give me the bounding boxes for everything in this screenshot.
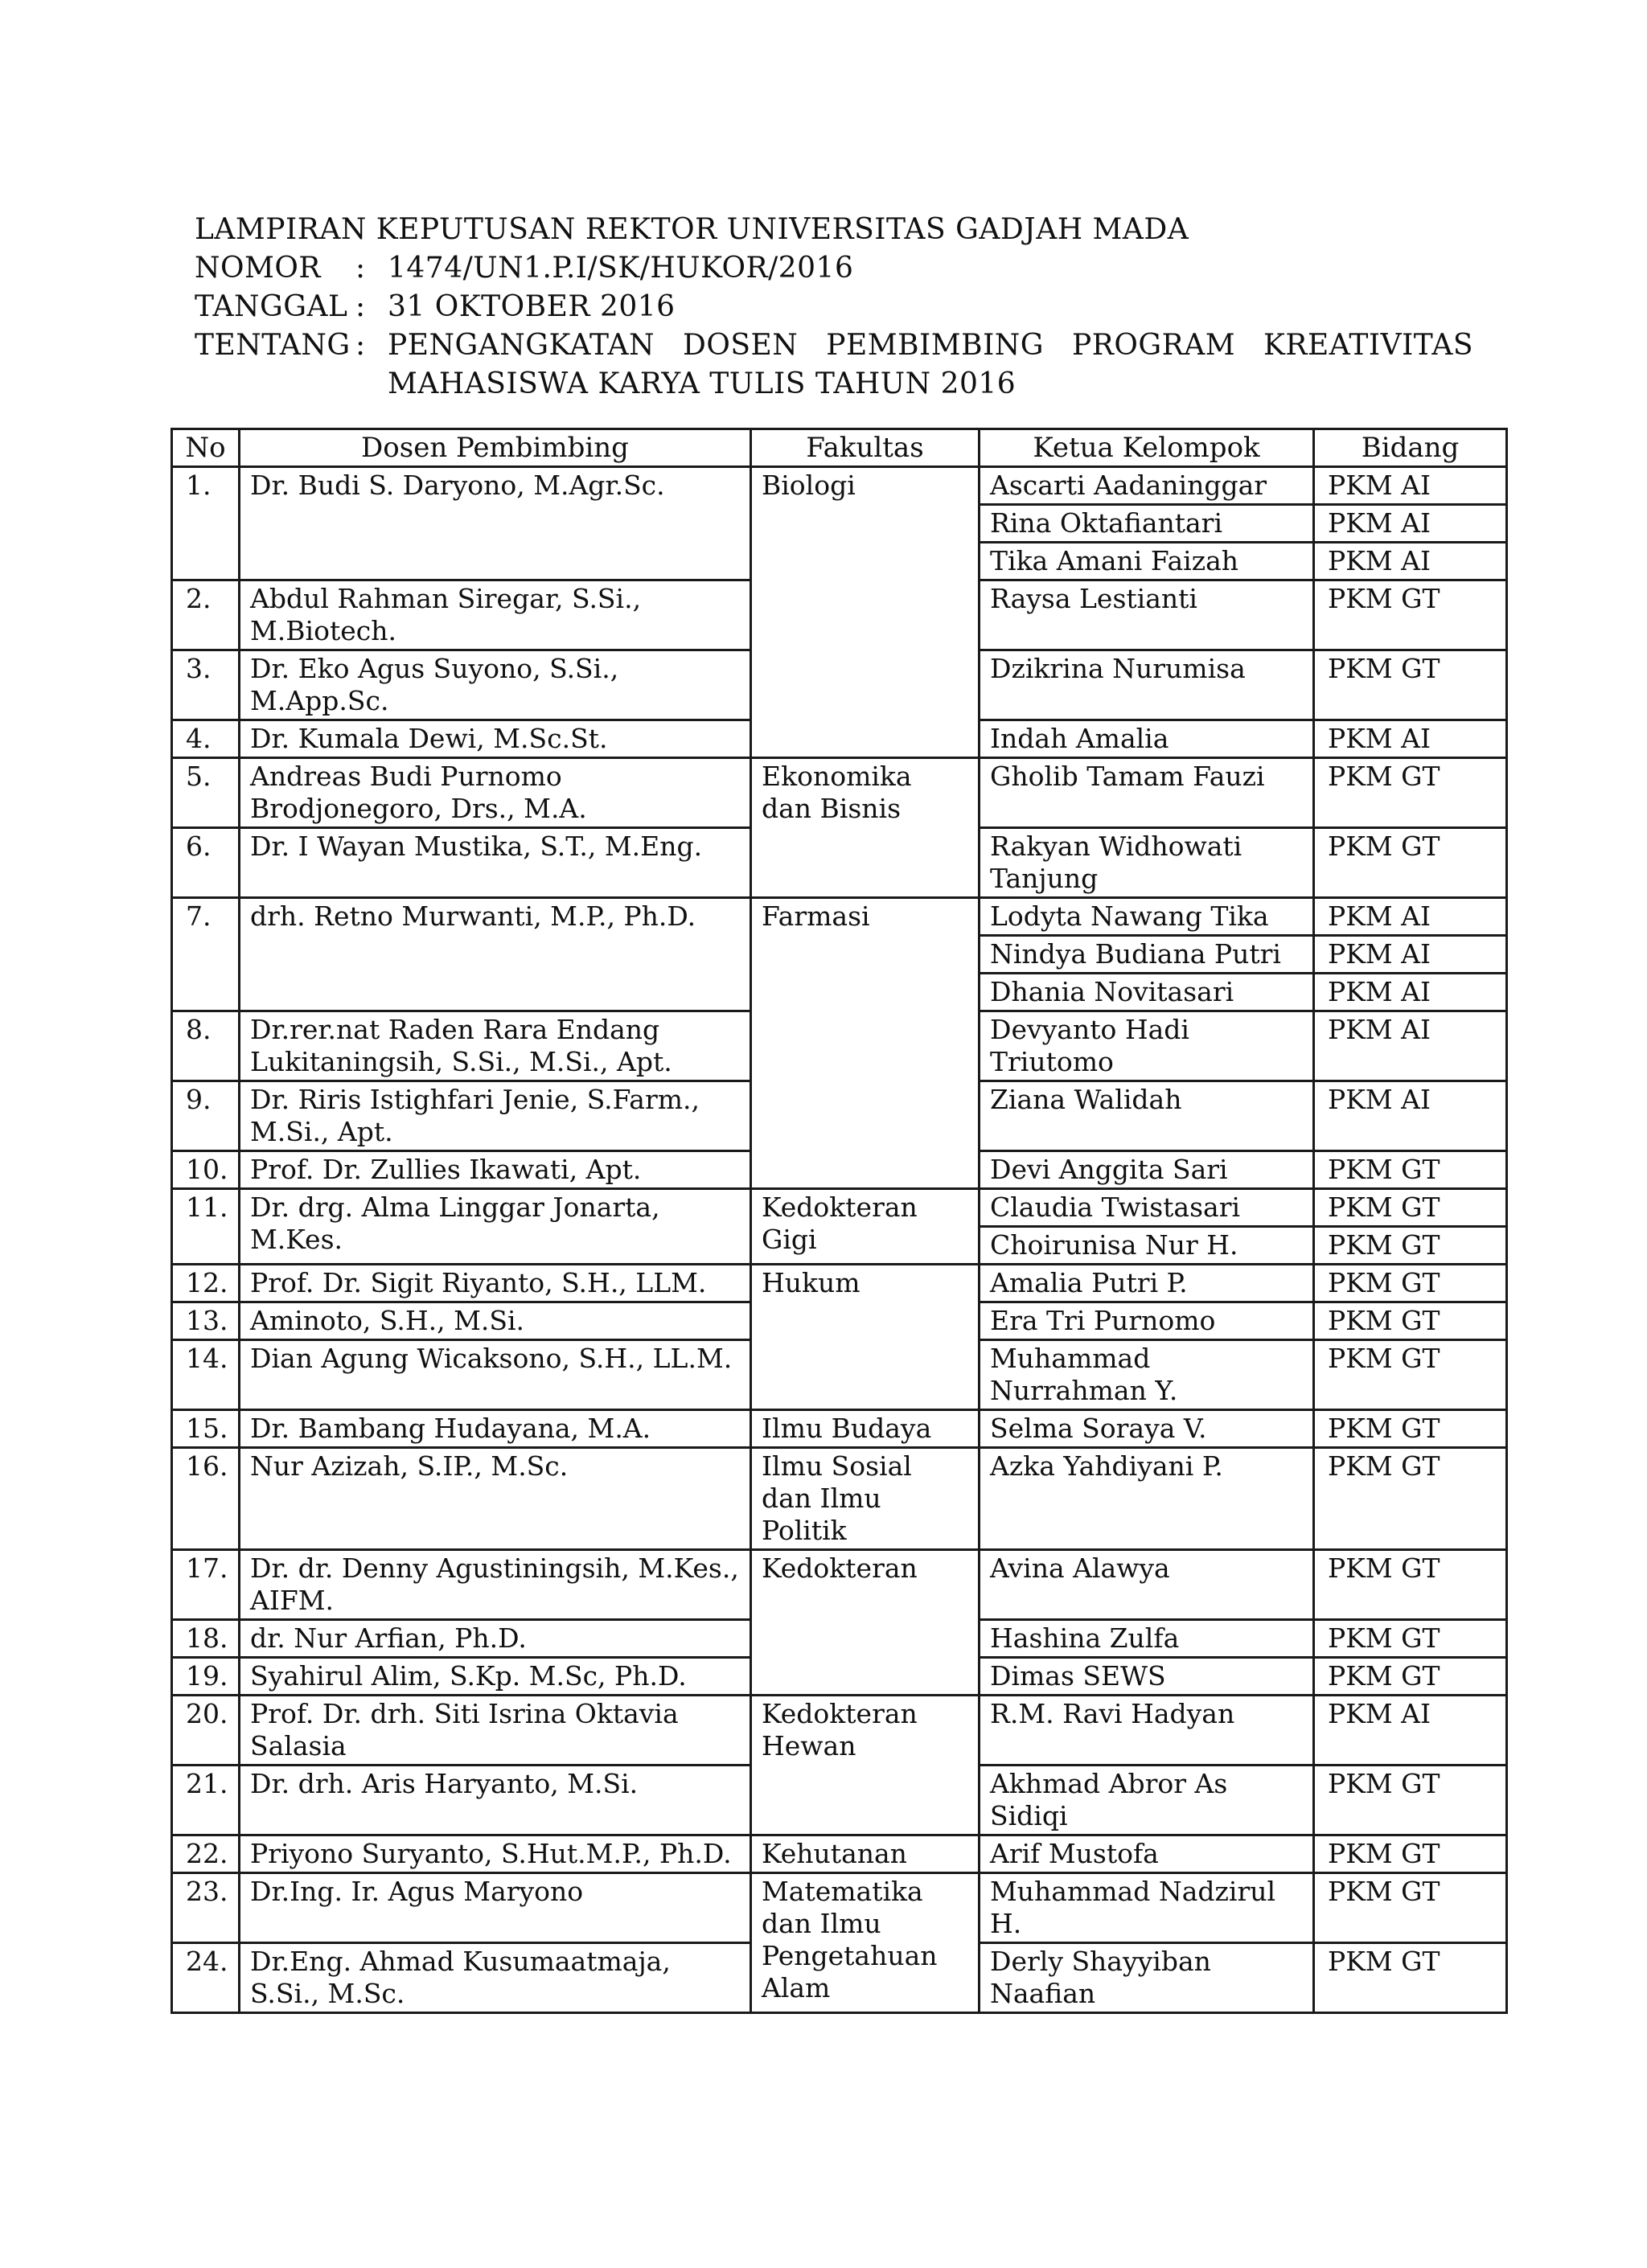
cell-ketua: Raysa Lestianti bbox=[980, 580, 1314, 650]
cell-bidang: PKM GT bbox=[1314, 1550, 1507, 1620]
cell-dosen: Dr. Budi S. Daryono, M.Agr.Sc. bbox=[240, 467, 751, 580]
document-title-line bbox=[195, 211, 1473, 249]
cell-ketua: Hashina Zulfa bbox=[980, 1620, 1314, 1658]
cell-fakultas: Biologi bbox=[751, 467, 980, 758]
cell-bidang: PKM GT bbox=[1314, 1189, 1507, 1227]
cell-no: 24. bbox=[172, 1943, 240, 2013]
cell-dosen: Dr. Bambang Hudayana, M.A. bbox=[240, 1410, 751, 1448]
header-no: No bbox=[172, 429, 240, 467]
cell-ketua: Dzikrina Nurumisa bbox=[980, 650, 1314, 720]
cell-no: 21. bbox=[172, 1766, 240, 1835]
cell-fakultas: Farmasi bbox=[751, 898, 980, 1189]
table-row bbox=[172, 758, 1507, 828]
table-row bbox=[172, 1835, 1507, 1873]
table-header-row bbox=[172, 429, 1507, 467]
cell-fakultas: Hukum bbox=[751, 1265, 980, 1410]
cell-ketua: Arif Mustofa bbox=[980, 1835, 1314, 1873]
cell-bidang: PKM GT bbox=[1314, 1227, 1507, 1265]
table-row bbox=[172, 1410, 1507, 1448]
tanggal-value: 31 OKTOBER 2016 bbox=[388, 290, 676, 323]
cell-bidang: PKM AI bbox=[1314, 505, 1507, 543]
cell-no: 1. bbox=[172, 467, 240, 580]
cell-ketua: Selma Soraya V. bbox=[980, 1410, 1314, 1448]
cell-bidang: PKM GT bbox=[1314, 1265, 1507, 1302]
table-row bbox=[172, 898, 1507, 936]
document-header bbox=[195, 211, 1473, 404]
cell-ketua: Devi Anggita Sari bbox=[980, 1151, 1314, 1189]
tentang-word: PEMBIMBING bbox=[826, 329, 1045, 362]
header-bidang: Bidang bbox=[1314, 429, 1507, 467]
cell-no: 6. bbox=[172, 828, 240, 898]
cell-dosen: Dr. dr. Denny Agustiningsih, M.Kes., AIFM. bbox=[240, 1550, 751, 1620]
table-row bbox=[172, 1189, 1507, 1227]
cell-fakultas: Ilmu Sosial dan Ilmu Politik bbox=[751, 1448, 980, 1550]
tentang-word: DOSEN bbox=[682, 329, 799, 362]
cell-no: 20. bbox=[172, 1696, 240, 1766]
cell-ketua: Devyanto Hadi Triutomo bbox=[980, 1011, 1314, 1081]
cell-no: 18. bbox=[172, 1620, 240, 1658]
cell-ketua: Dimas SEWS bbox=[980, 1658, 1314, 1696]
tentang-spacer bbox=[355, 365, 388, 404]
cell-no: 9. bbox=[172, 1081, 240, 1151]
cell-bidang: PKM GT bbox=[1314, 1410, 1507, 1448]
cell-ketua: Amalia Putri P. bbox=[980, 1265, 1314, 1302]
cell-ketua: Muhammad Nurrahman Y. bbox=[980, 1340, 1314, 1410]
cell-fakultas: Ilmu Budaya bbox=[751, 1410, 980, 1448]
cell-dosen: Priyono Suryanto, S.Hut.M.P., Ph.D. bbox=[240, 1835, 751, 1873]
cell-no: 15. bbox=[172, 1410, 240, 1448]
header-dosen: Dosen Pembimbing bbox=[240, 429, 751, 467]
cell-dosen: Nur Azizah, S.IP., M.Sc. bbox=[240, 1448, 751, 1550]
cell-dosen: Dian Agung Wicaksono, S.H., LL.M. bbox=[240, 1340, 751, 1410]
cell-no: 10. bbox=[172, 1151, 240, 1189]
cell-ketua: Lodyta Nawang Tika bbox=[980, 898, 1314, 936]
tentang-line bbox=[195, 326, 1473, 365]
tentang-label: TENTANG bbox=[195, 329, 351, 362]
cell-dosen: Prof. Dr. drh. Siti Isrina Oktavia Salasia bbox=[240, 1696, 751, 1766]
cell-fakultas: Kedokteran bbox=[751, 1550, 980, 1696]
cell-bidang: PKM GT bbox=[1314, 650, 1507, 720]
tentang-word: PENGANGKATAN bbox=[388, 329, 655, 362]
cell-bidang: PKM GT bbox=[1314, 1835, 1507, 1873]
cell-dosen: Dr. drh. Aris Haryanto, M.Si. bbox=[240, 1766, 751, 1835]
cell-no: 13. bbox=[172, 1302, 240, 1340]
cell-dosen: Andreas Budi Purnomo Brodjonegoro, Drs., M.A. bbox=[240, 758, 751, 828]
tentang-word: PROGRAM bbox=[1072, 329, 1236, 362]
cell-dosen: Dr. Eko Agus Suyono, S.Si., M.App.Sc. bbox=[240, 650, 751, 720]
cell-bidang: PKM GT bbox=[1314, 1340, 1507, 1410]
cell-bidang: PKM AI bbox=[1314, 720, 1507, 758]
cell-dosen: drh. Retno Murwanti, M.P., Ph.D. bbox=[240, 898, 751, 1011]
cell-ketua: Rakyan Widhowati Tanjung bbox=[980, 828, 1314, 898]
cell-fakultas: Kedokteran Gigi bbox=[751, 1189, 980, 1265]
cell-dosen: Dr.rer.nat Raden Rara Endang Lukitaningsih, S.Si., M.Si., Apt. bbox=[240, 1011, 751, 1081]
cell-fakultas: Kedokteran Hewan bbox=[751, 1696, 980, 1835]
cell-ketua: Era Tri Purnomo bbox=[980, 1302, 1314, 1340]
nomor-value: 1474/UN1.P.I/SK/HUKOR/2016 bbox=[388, 252, 854, 285]
cell-ketua: Claudia Twistasari bbox=[980, 1189, 1314, 1227]
tentang-value-line1 bbox=[388, 326, 1473, 365]
cell-bidang: PKM GT bbox=[1314, 1151, 1507, 1189]
table-row bbox=[172, 467, 1507, 505]
table-row bbox=[172, 1550, 1507, 1620]
cell-bidang: PKM AI bbox=[1314, 898, 1507, 936]
header-ketua: Ketua Kelompok bbox=[980, 429, 1314, 467]
header-fakultas: Fakultas bbox=[751, 429, 980, 467]
cell-dosen: Aminoto, S.H., M.Si. bbox=[240, 1302, 751, 1340]
cell-bidang: PKM GT bbox=[1314, 1873, 1507, 1943]
cell-ketua: Nindya Budiana Putri bbox=[980, 936, 1314, 974]
cell-bidang: PKM AI bbox=[1314, 974, 1507, 1011]
cell-bidang: PKM GT bbox=[1314, 1620, 1507, 1658]
nomor-colon: : bbox=[355, 252, 366, 285]
cell-ketua: Gholib Tamam Fauzi bbox=[980, 758, 1314, 828]
cell-dosen: Dr. I Wayan Mustika, S.T., M.Eng. bbox=[240, 828, 751, 898]
cell-ketua: Derly Shayyiban Naafian bbox=[980, 1943, 1314, 2013]
cell-ketua: Avina Alawya bbox=[980, 1550, 1314, 1620]
cell-dosen: Dr.Eng. Ahmad Kusumaatmaja, S.Si., M.Sc. bbox=[240, 1943, 751, 2013]
cell-ketua: Choirunisa Nur H. bbox=[980, 1227, 1314, 1265]
cell-fakultas: Ekonomika dan Bisnis bbox=[751, 758, 980, 898]
cell-bidang: PKM AI bbox=[1314, 1696, 1507, 1766]
cell-fakultas: Kehutanan bbox=[751, 1835, 980, 1873]
tanggal-label: TANGGAL bbox=[195, 290, 348, 323]
tentang-word: KREATIVITAS bbox=[1263, 329, 1473, 362]
cell-ketua: Indah Amalia bbox=[980, 720, 1314, 758]
cell-no: 16. bbox=[172, 1448, 240, 1550]
tentang-value-line2: MAHASISWA KARYA TULIS TAHUN 2016 bbox=[388, 367, 1017, 400]
cell-bidang: PKM AI bbox=[1314, 467, 1507, 505]
cell-no: 22. bbox=[172, 1835, 240, 1873]
cell-no: 8. bbox=[172, 1011, 240, 1081]
lecturer-table bbox=[170, 428, 1508, 2014]
tentang-line-2 bbox=[195, 365, 1473, 404]
cell-no: 3. bbox=[172, 650, 240, 720]
cell-bidang: PKM GT bbox=[1314, 758, 1507, 828]
cell-bidang: PKM GT bbox=[1314, 580, 1507, 650]
cell-no: 17. bbox=[172, 1550, 240, 1620]
cell-dosen: Dr. Kumala Dewi, M.Sc.St. bbox=[240, 720, 751, 758]
cell-no: 5. bbox=[172, 758, 240, 828]
tanggal-line bbox=[195, 288, 1473, 326]
cell-dosen: Prof. Dr. Sigit Riyanto, S.H., LLM. bbox=[240, 1265, 751, 1302]
cell-no: 14. bbox=[172, 1340, 240, 1410]
cell-ketua: Dhania Novitasari bbox=[980, 974, 1314, 1011]
nomor-label: NOMOR bbox=[195, 252, 321, 285]
cell-bidang: PKM AI bbox=[1314, 936, 1507, 974]
cell-dosen: Abdul Rahman Siregar, S.Si., M.Biotech. bbox=[240, 580, 751, 650]
cell-no: 4. bbox=[172, 720, 240, 758]
cell-dosen: Prof. Dr. Zullies Ikawati, Apt. bbox=[240, 1151, 751, 1189]
cell-bidang: PKM AI bbox=[1314, 1081, 1507, 1151]
cell-bidang: PKM AI bbox=[1314, 543, 1507, 580]
cell-no: 19. bbox=[172, 1658, 240, 1696]
cell-fakultas: Matematika dan Ilmu Pengetahuan Alam bbox=[751, 1873, 980, 2013]
cell-no: 7. bbox=[172, 898, 240, 1011]
document-title: LAMPIRAN KEPUTUSAN REKTOR UNIVERSITAS GADJAH MADA bbox=[195, 213, 1189, 246]
cell-no: 12. bbox=[172, 1265, 240, 1302]
cell-ketua: Muhammad Nadzirul H. bbox=[980, 1873, 1314, 1943]
cell-no: 23. bbox=[172, 1873, 240, 1943]
cell-dosen: dr. Nur Arfian, Ph.D. bbox=[240, 1620, 751, 1658]
cell-bidang: PKM GT bbox=[1314, 1658, 1507, 1696]
cell-ketua: Azka Yahdiyani P. bbox=[980, 1448, 1314, 1550]
cell-bidang: PKM GT bbox=[1314, 1302, 1507, 1340]
tanggal-colon: : bbox=[355, 290, 366, 323]
cell-ketua: Akhmad Abror As Sidiqi bbox=[980, 1766, 1314, 1835]
cell-ketua: Ziana Walidah bbox=[980, 1081, 1314, 1151]
cell-bidang: PKM GT bbox=[1314, 1448, 1507, 1550]
cell-bidang: PKM GT bbox=[1314, 1943, 1507, 2013]
cell-dosen: Dr. Riris Istighfari Jenie, S.Farm., M.Si., Apt. bbox=[240, 1081, 751, 1151]
table-row bbox=[172, 1448, 1507, 1550]
cell-dosen: Syahirul Alim, S.Kp. M.Sc, Ph.D. bbox=[240, 1658, 751, 1696]
cell-bidang: PKM GT bbox=[1314, 828, 1507, 898]
cell-ketua: R.M. Ravi Hadyan bbox=[980, 1696, 1314, 1766]
nomor-line bbox=[195, 249, 1473, 288]
cell-dosen: Dr. drg. Alma Linggar Jonarta, M.Kes. bbox=[240, 1189, 751, 1265]
cell-ketua: Ascarti Aadaninggar bbox=[980, 467, 1314, 505]
cell-no: 2. bbox=[172, 580, 240, 650]
table-row bbox=[172, 1265, 1507, 1302]
cell-ketua: Rina Oktafiantari bbox=[980, 505, 1314, 543]
tentang-colon: : bbox=[355, 329, 366, 362]
table-row bbox=[172, 1696, 1507, 1766]
cell-no: 11. bbox=[172, 1189, 240, 1265]
cell-dosen: Dr.Ing. Ir. Agus Maryono bbox=[240, 1873, 751, 1943]
table-row bbox=[172, 1873, 1507, 1943]
cell-bidang: PKM GT bbox=[1314, 1766, 1507, 1835]
cell-bidang: PKM AI bbox=[1314, 1011, 1507, 1081]
cell-ketua: Tika Amani Faizah bbox=[980, 543, 1314, 580]
